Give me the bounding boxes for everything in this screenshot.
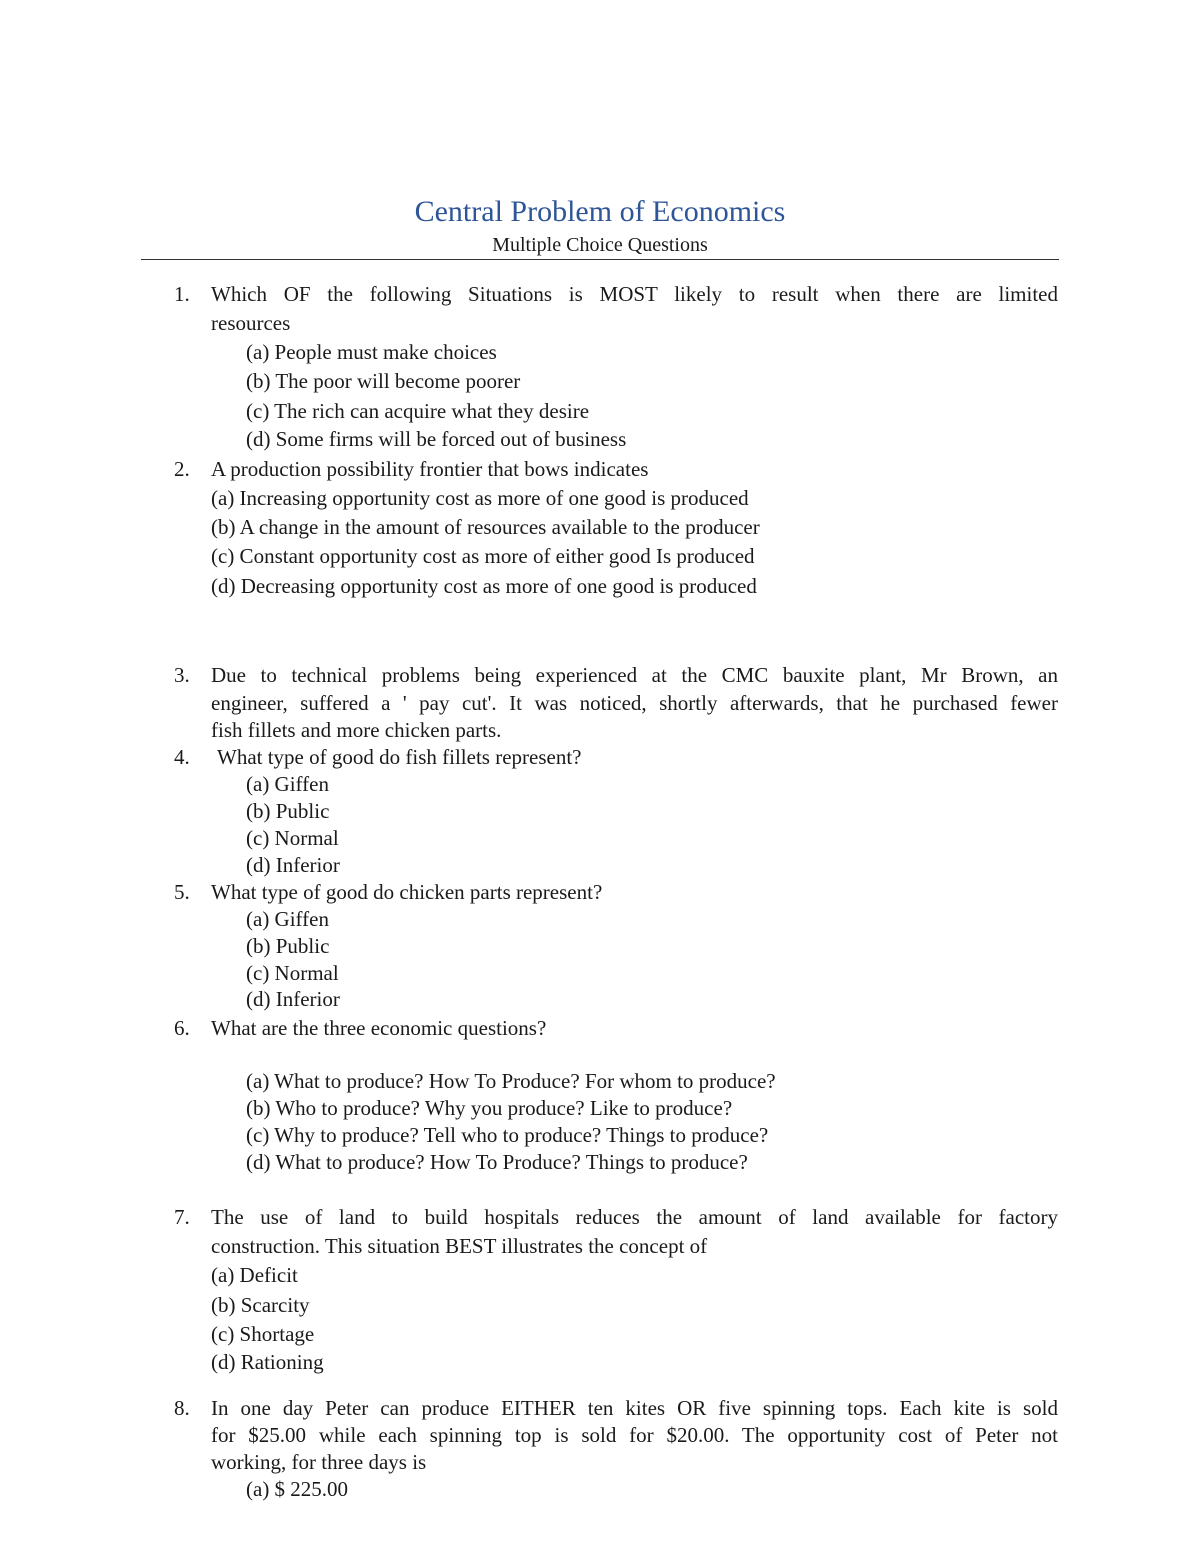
- question-number: 2.: [174, 457, 190, 481]
- answer-option: (c) Constant opportunity cost as more of either good Is produced: [211, 544, 755, 568]
- answer-option: (c) Normal: [246, 961, 339, 985]
- question-stem: engineer, suffered a ' pay cut'. It was noticed, shortly afterwards, that he purchased fewer: [211, 691, 1058, 715]
- answer-option: (a) Giffen: [246, 907, 329, 931]
- question-number: 5.: [174, 880, 190, 904]
- question-stem: What type of good do fish fillets represent?: [217, 745, 582, 769]
- answer-option: (b) A change in the amount of resources available to the producer: [211, 515, 760, 539]
- answer-option: (b) Scarcity: [211, 1293, 310, 1317]
- answer-option: (b) Public: [246, 799, 330, 823]
- answer-option: (a) Giffen: [246, 772, 329, 796]
- answer-option: (d) Inferior: [246, 853, 340, 877]
- question-stem: The use of land to build hospitals reduces the amount of land available for factory: [211, 1205, 1058, 1229]
- question-number: 1.: [174, 282, 190, 306]
- answer-option: (a) Increasing opportunity cost as more of one good is produced: [211, 486, 749, 510]
- answer-option: (c) Why to produce? Tell who to produce? Things to produce?: [246, 1123, 769, 1147]
- answer-option: (b) The poor will become poorer: [246, 369, 521, 393]
- question-stem: A production possibility frontier that bows indicates: [211, 457, 649, 481]
- question-stem: What are the three economic questions?: [211, 1016, 547, 1040]
- answer-option: (b) Public: [246, 934, 330, 958]
- answer-option: (a) People must make choices: [246, 340, 497, 364]
- question-stem: Which OF the following Situations is MOST likely to result when there are limited: [211, 282, 1058, 306]
- question-stem: working, for three days is: [211, 1450, 427, 1474]
- answer-option: (a) $ 225.00: [246, 1477, 349, 1501]
- question-stem: for $25.00 while each spinning top is sold for $20.00. The opportunity cost of Peter not: [211, 1423, 1058, 1447]
- question-stem: Due to technical problems being experienced at the CMC bauxite plant, Mr Brown, an: [211, 663, 1058, 687]
- document-subtitle: Multiple Choice Questions: [492, 234, 708, 256]
- answer-option: (c) Shortage: [211, 1322, 315, 1346]
- question-number: 6.: [174, 1016, 190, 1040]
- answer-option: (a) What to produce? How To Produce? For whom to produce?: [246, 1069, 776, 1093]
- question-stem: fish fillets and more chicken parts.: [211, 718, 502, 742]
- answer-option: (d) Rationing: [211, 1350, 324, 1374]
- answer-option: (d) Decreasing opportunity cost as more of one good is produced: [211, 574, 757, 598]
- answer-option: (d) Some firms will be forced out of business: [246, 427, 627, 451]
- question-stem: resources: [211, 311, 291, 335]
- title-divider: [141, 259, 1059, 260]
- question-number: 3.: [174, 663, 190, 687]
- answer-option: (a) Deficit: [211, 1263, 298, 1287]
- answer-option: (c) Normal: [246, 826, 339, 850]
- answer-option: (d) What to produce? How To Produce? Things to produce?: [246, 1150, 748, 1174]
- question-number: 4.: [174, 745, 190, 769]
- answer-option: (d) Inferior: [246, 987, 340, 1011]
- document-title: Central Problem of Economics: [414, 195, 786, 228]
- question-stem: What type of good do chicken parts represent?: [211, 880, 603, 904]
- answer-option: (c) The rich can acquire what they desire: [246, 399, 590, 423]
- question-stem: construction. This situation BEST illustrates the concept of: [211, 1234, 708, 1258]
- answer-option: (b) Who to produce? Why you produce? Like to produce?: [246, 1096, 733, 1120]
- question-stem: In one day Peter can produce EITHER ten kites OR five spinning tops. Each kite is sold: [211, 1396, 1058, 1420]
- question-number: 8.: [174, 1396, 190, 1420]
- question-number: 7.: [174, 1205, 190, 1229]
